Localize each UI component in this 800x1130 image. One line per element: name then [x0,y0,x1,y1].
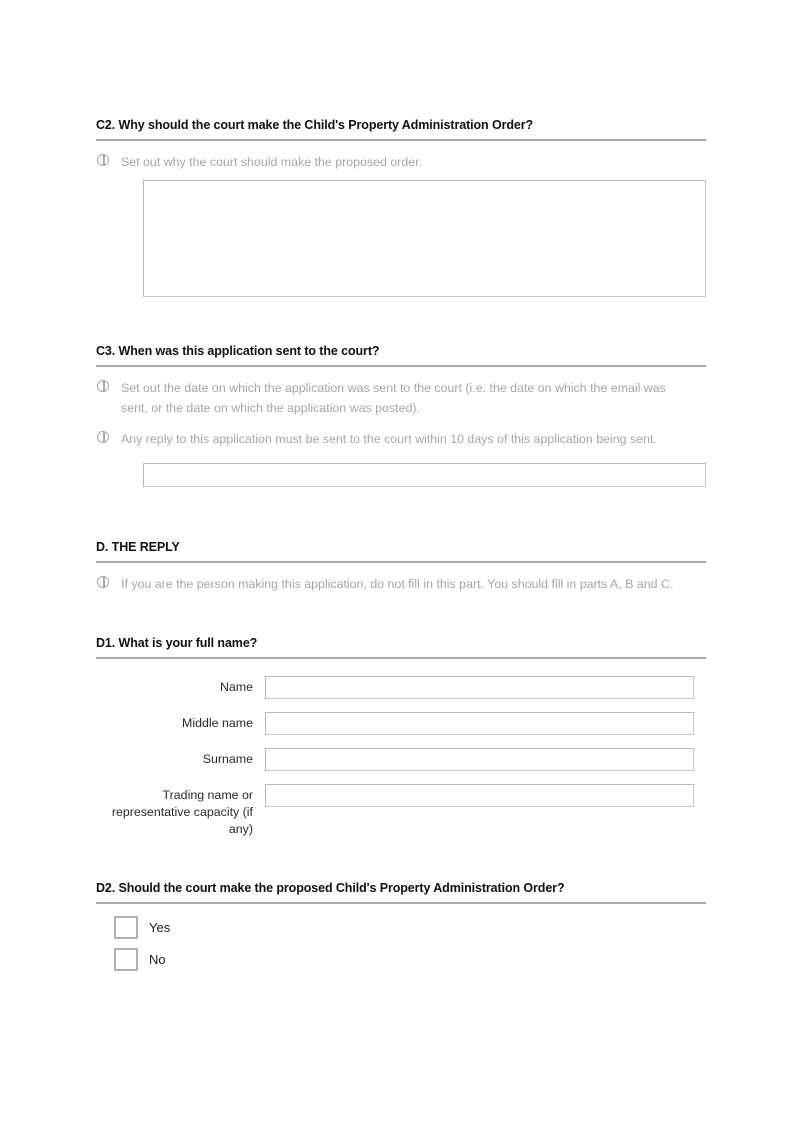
middle-name-label: Middle name [182,716,253,730]
should-make-order-options [114,916,706,971]
checkbox-yes-label: Yes [149,919,171,935]
trading-name-label: Trading name or representative capacity (if any) [111,788,253,836]
surname-label: Surname [202,752,253,766]
checkbox-no-label: No [149,951,166,967]
section-d2-heading: D2. Should the court make the proposed Child's Property Administration Order? [96,881,706,904]
checkbox-no[interactable] [114,948,138,971]
section-c3-hint-text-2: Any reply to this application must be sent to the court within 10 days of this application being sent. [121,432,657,446]
trading-name-input[interactable] [265,784,694,807]
section-c3-hint-text-1: Set out the date on which the application was sent to the court (i.e. the date on which the email was sent, or the date on which the application was posted). [121,381,666,415]
info-circle-icon [96,430,112,446]
section-d1 [96,636,706,838]
spacer [96,487,706,540]
section-c2-hint-row [96,152,706,172]
section-c3-heading: C3. When was this application sent to the court? [96,344,706,367]
option-row-no[interactable] [114,948,706,971]
surname-input[interactable] [265,748,694,771]
section-d-hint-row [96,574,706,594]
field-row-surname [96,748,706,771]
name-label: Name [219,680,253,694]
section-d2 [96,881,706,971]
spacer [96,594,706,636]
info-circle-icon [96,153,112,169]
section-d1-heading: D1. What is your full name? [96,636,706,659]
section-d [96,540,706,594]
field-row-trading-name [96,784,706,838]
section-c2-heading: C2. Why should the court make the Child's Property Administration Order? [96,118,706,141]
section-c2-hint-text: Set out why the court should make the proposed order. [121,155,422,169]
spacer [96,297,706,344]
form-content [96,118,706,980]
section-c2 [96,118,706,297]
section-c3-hint-row-1 [96,378,706,418]
date-sent-input[interactable] [143,463,706,487]
reason-textarea[interactable] [143,180,706,297]
section-c3-hint-row-2 [96,429,706,449]
info-circle-icon [96,575,112,591]
full-name-field-list [96,676,706,838]
section-d-heading: D. THE REPLY [96,540,706,563]
checkbox-yes[interactable] [114,916,138,939]
section-c3 [96,344,706,487]
spacer [96,851,706,881]
section-d-hint-text: If you are the person making this application, do not fill in this part. You should fill in parts A, B and C. [121,577,674,591]
middle-name-input[interactable] [265,712,694,735]
field-row-middle-name [96,712,706,735]
name-input[interactable] [265,676,694,699]
field-row-name [96,676,706,699]
option-row-yes[interactable] [114,916,706,939]
info-circle-icon [96,379,112,395]
